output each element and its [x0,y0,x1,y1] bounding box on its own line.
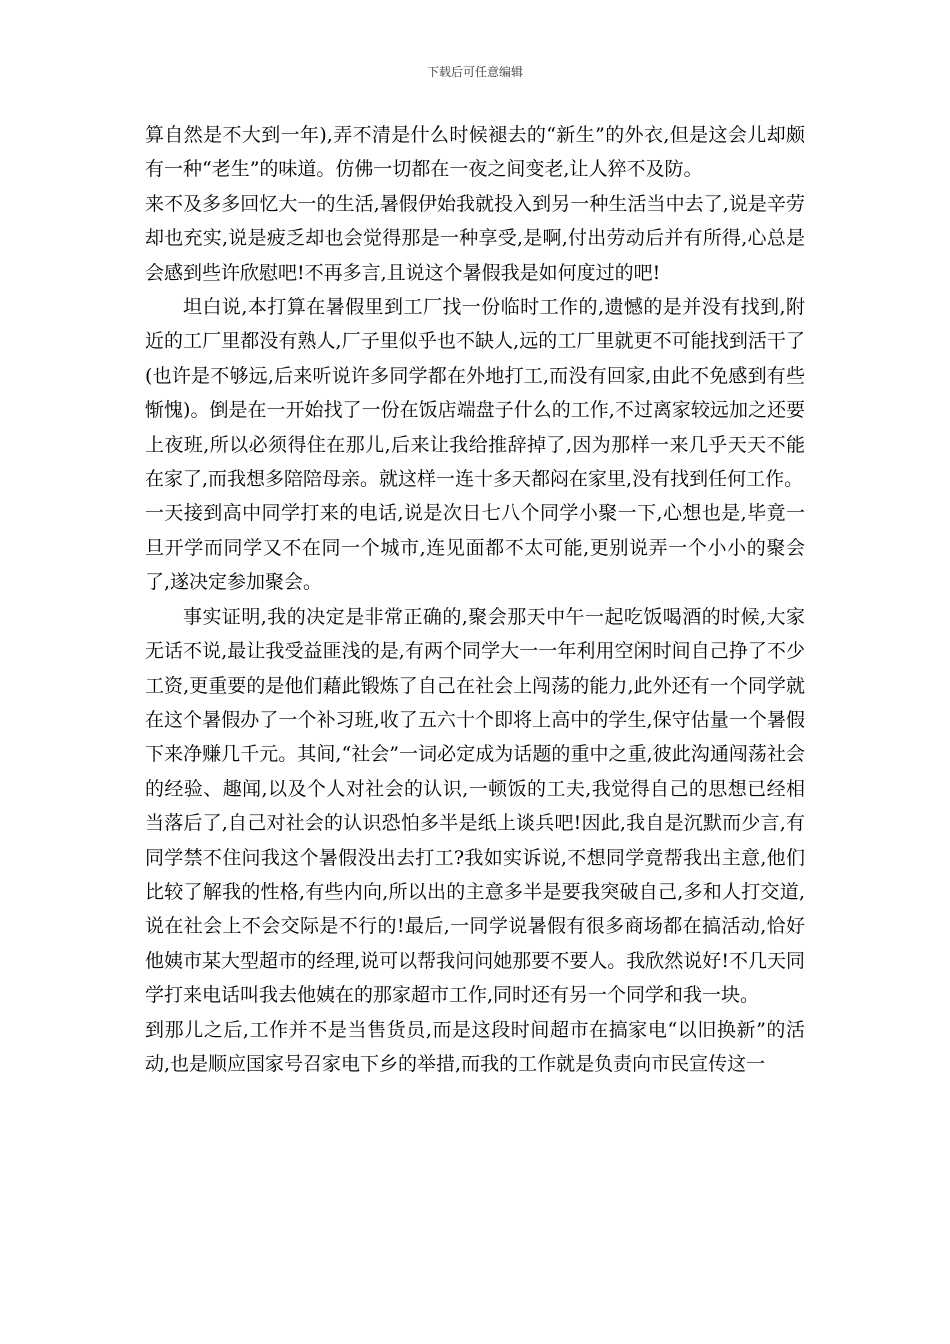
page-header: 下载后可任意编辑 [426,65,523,79]
paragraph-6: 到那儿之后,工作并不是当售货员,而是这段时间超市在搞家电“以旧换新”的活动,也是顺应国家号召家电下乡的举措,而我的工作就是负责向市民宣传这一 [145,1018,805,1075]
paragraph-4: 一天接到高中同学打来的电话,说是次日七八个同学小聚一下,心想也是,毕竟一旦开学而同学又不在同一个城市,连见面都不太可能,更别说弄一个小小的聚会了,遂决定参加聚会。 [145,502,805,594]
paragraph-2: 来不及多多回忆大一的生活,暑假伊始我就投入到另一种生活当中去了,说是辛劳却也充实,说是疲乏却也会觉得那是一种享受,是啊,付出劳动后并有所得,心总是会感到些许欣慰吧!不再多言,且说这个暑假我是如何度过的吧! [145,192,805,284]
paragraph-1: 算自然是不大到一年),弄不清是什么时候褪去的“新生”的外衣,但是这会儿却颇有一种“老生”的味道。仿佛一切都在一夜之间变老,让人猝不及防。 [145,124,805,181]
paragraph-5: 事实证明,我的决定是非常正确的,聚会那天中午一起吃饭喝酒的时候,大家无话不说,最让我受益匪浅的是,有两个同学大一一年利用空闲时间自己挣了不少工资,更重要的是他们藉此锻炼了自己在社会上闯荡的能力,此外还有一个同学就在这个暑假办了一个补习班,收了五六十个即将上高中的学生,保守估量一个暑假下来净赚几千元。其间,“社会”一词必定成为话题的重中之重,彼此沟通闯荡社会的经验、趣闻,以及个人对社会的认识,一顿饭的工夫,我觉得自己的思想已经相当落后了,自己对社会的认识恐怕多半是纸上谈兵吧!因此,我自是沉默而少言,有同学禁不住问我这个暑假没出去打工?我如实诉说,不想同学竟帮我出主意,他们比较了解我的性格,有些内向,所以出的主意多半是要我突破自己,多和人打交道,说在社会上不会交际是不行的!最后,一同学说暑假有很多商场都在搞活动,恰好他姨市某大型超市的经理,说可以帮我问问她那要不要人。我欣然说好!不几天同学打来电话叫我去他姨在的那家超市工作,同时还有另一个同学和我一块。 [145,605,805,1007]
document-body [145,118,805,1081]
paragraph-3: 坦白说,本打算在暑假里到工厂找一份临时工作的,遗憾的是并没有找到,附近的工厂里都没有熟人,厂子里似乎也不缺人,远的工厂里就更不可能找到活干了(也许是不够远,后来听说许多同学都在外地打工,而没有回家,由此不免感到有些惭愧)。倒是在一开始找了一份在饭店端盘子什么的工作,不过离家较远加之还要上夜班,所以必须得住在那儿,后来让我给推辞掉了,因为那样一来几乎天天不能在家了,而我想多陪陪母亲。就这样一连十多天都闷在家里,没有找到任何工作。 [145,296,805,491]
